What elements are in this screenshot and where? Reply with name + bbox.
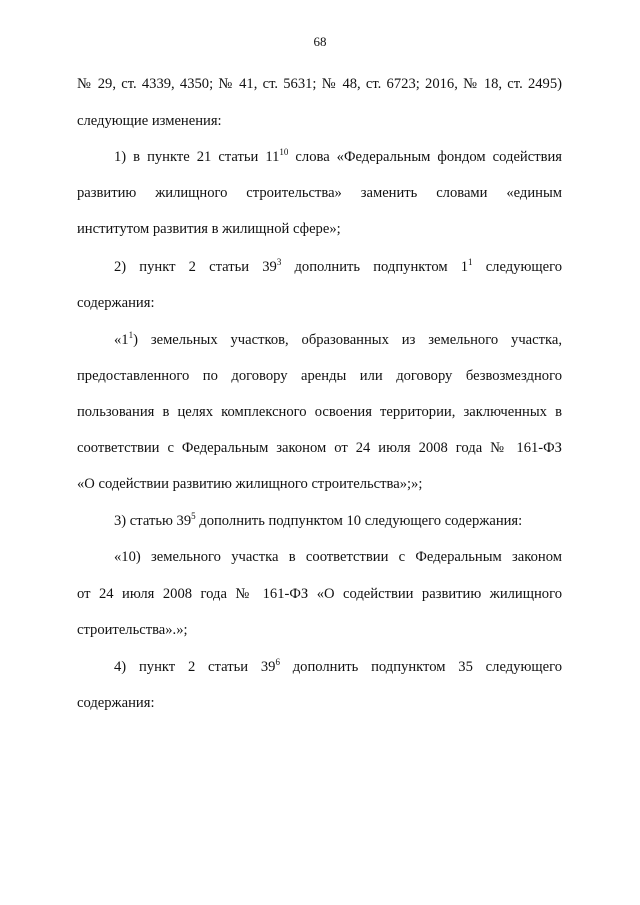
text-line: «10) земельного участка в соответствии с Федеральным законом	[114, 549, 562, 565]
text-fragment: дополнить подпунктом 10 следующего содержания:	[195, 513, 523, 529]
text-line: содержания:	[77, 295, 155, 311]
text-line: строительства».»;	[77, 622, 188, 638]
superscript: 6	[275, 657, 280, 667]
text-line	[114, 512, 522, 530]
text-fragment: 1) в пункте 21 статьи 11	[114, 149, 280, 165]
superscript: 1	[468, 257, 473, 267]
text-line: содержания:	[77, 695, 155, 711]
text-line: предоставленного по договору аренды или договору безвозмездного	[77, 368, 562, 384]
page-number: 68	[313, 34, 327, 49]
superscript: 3	[276, 257, 282, 267]
text-fragment: слова «Федеральным фондом содействия	[288, 149, 562, 165]
text-line: развитию жилищного строительства» заменить словами «единым	[77, 185, 562, 201]
text-line	[114, 331, 562, 349]
text-line	[114, 258, 562, 276]
text-fragment: 4) пункт 2 статьи 39	[114, 659, 276, 675]
superscript: 10	[279, 147, 289, 157]
text-fragment: 2) пункт 2 статьи 39	[114, 259, 277, 275]
text-line: институтом развития в жилищной сфере»;	[77, 221, 341, 237]
text-fragment: ) земельных участков, образованных из земельного участка,	[133, 332, 562, 348]
text-fragment: дополнить подпунктом 35 следующего	[279, 659, 562, 675]
text-line	[114, 148, 562, 166]
text-fragment: «1	[114, 332, 129, 348]
text-line: пользования в целях комплексного освоения территории, заключенных в	[77, 404, 562, 420]
text-line: от 24 июля 2008 года № 161-ФЗ «О содействии развитию жилищного	[77, 586, 562, 602]
text-line: № 29, ст. 4339, 4350; № 41, ст. 5631; № 48, ст. 6723; 2016, № 18, ст. 2495)	[77, 76, 562, 92]
superscript: 1	[128, 330, 134, 340]
text-fragment: следующего	[472, 259, 563, 275]
text-line: следующие изменения:	[77, 113, 222, 129]
text-fragment: дополнить подпунктом 1	[281, 259, 469, 275]
text-fragment: 3) статью 39	[114, 513, 192, 529]
text-line	[114, 658, 562, 676]
text-line: соответствии с Федеральным законом от 24 июля 2008 года № 161-ФЗ	[77, 440, 562, 456]
superscript: 5	[191, 511, 196, 521]
text-line: «О содействии развитию жилищного строительства»;»;	[77, 476, 423, 492]
